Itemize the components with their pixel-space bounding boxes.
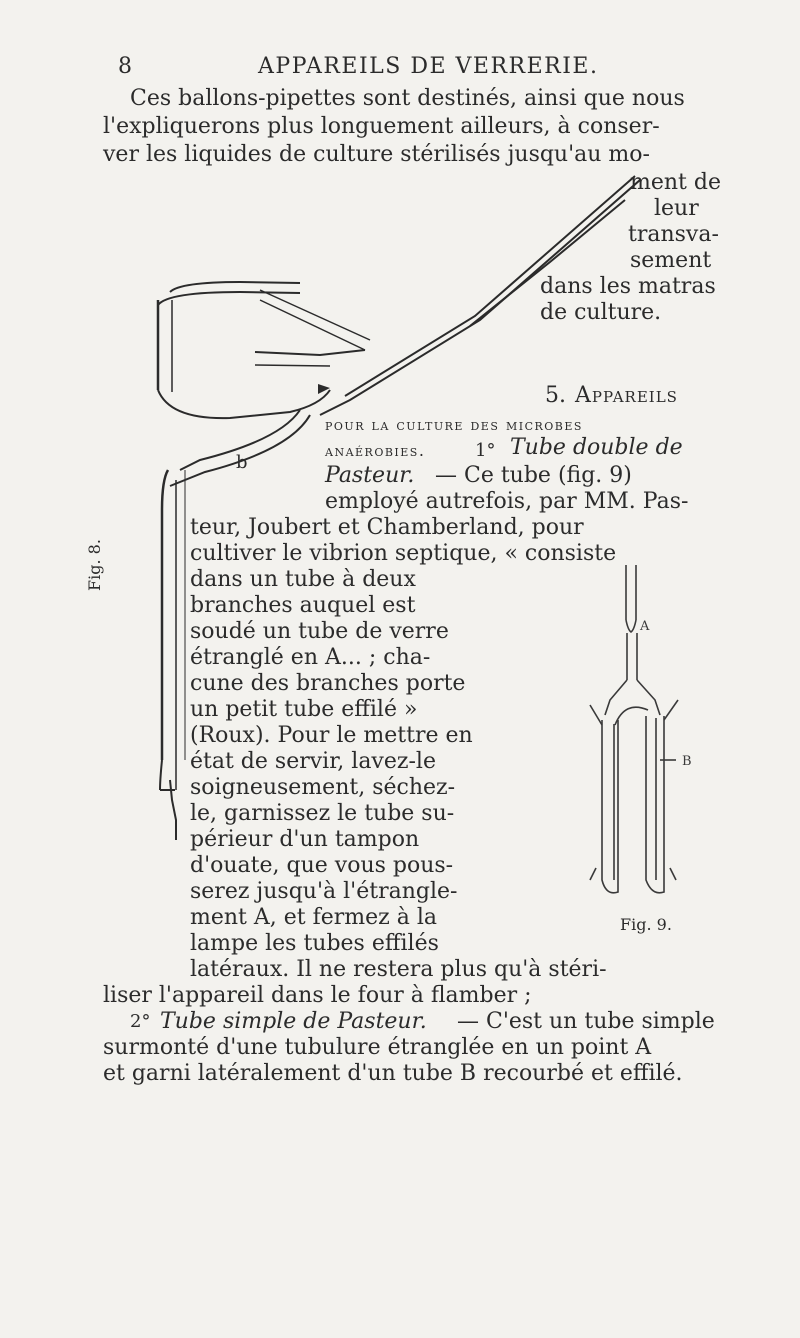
paragraph-line: dans les matras (540, 274, 716, 299)
body-line: surmonté d'une tubulure étranglée en un point A (103, 1035, 652, 1060)
fig9-label: Fig. 9. (620, 915, 672, 934)
body-line: employé autrefois, par MM. Pas- (325, 489, 689, 514)
sub2-number: 2° (130, 1011, 151, 1032)
sub1-title-cont: Pasteur. (325, 463, 415, 488)
running-title: APPAREILS DE VERRERIE. (258, 54, 599, 79)
page-number: 8 (118, 54, 132, 79)
paragraph-line: ment de (630, 170, 721, 195)
body-line: d'ouate, que vous pous- (190, 853, 454, 878)
body-line: et garni latéralement d'un tube B recourbé et effilé. (103, 1061, 683, 1086)
body-line: lampe les tubes effilés (190, 931, 439, 956)
section-title: Appareils (575, 383, 678, 408)
paragraph-line: ver les liquides de culture stérilisés jusqu'au mo- (103, 142, 650, 167)
body-line: cune des branches porte (190, 671, 466, 696)
fig9-mark-b: B (682, 754, 692, 769)
paragraph-line: leur (654, 196, 699, 221)
body-line: — Ce tube (fig. 9) (435, 463, 632, 488)
body-line: branches auquel est (190, 593, 416, 618)
sub1-number: 1° (475, 440, 496, 461)
body-line: un petit tube effilé » (190, 697, 418, 722)
body-line: ment A, et fermez à la (190, 905, 438, 930)
body-line: latéraux. Il ne restera plus qu'à stéri- (190, 957, 607, 982)
paragraph-line: sement (630, 248, 712, 273)
section-number: 5. (545, 383, 566, 408)
body-line: liser l'appareil dans le four à flamber ; (103, 983, 532, 1008)
fig8-label: Fig. 8. (85, 539, 104, 591)
sub2-title: Tube simple de Pasteur. (160, 1009, 427, 1034)
body-line: teur, Joubert et Chamberland, pour (190, 515, 584, 540)
body-line: soudé un tube de verre (190, 619, 449, 644)
section-title-end: anaérobies. (325, 441, 426, 460)
section-title-cont: pour la culture des microbes (325, 415, 583, 434)
body-line: état de servir, lavez-le (190, 749, 436, 774)
body-line: (Roux). Pour le mettre en (190, 723, 473, 748)
paragraph-line: transva- (628, 222, 719, 247)
sub1-title: Tube double de (510, 435, 683, 460)
paragraph-line: de culture. (540, 300, 662, 325)
paragraph-line: l'expliquerons plus longuement ailleurs, à conser- (103, 114, 660, 139)
body-line: — C'est un tube simple (457, 1009, 715, 1034)
body-line: cultiver le vibrion septique, « consiste (190, 541, 617, 566)
body-line: dans un tube à deux (190, 567, 416, 592)
body-line: serez jusqu'à l'étrangle- (190, 879, 458, 904)
body-line: périeur d'un tampon (190, 827, 420, 852)
body-line: étranglé en A... ; cha- (190, 645, 431, 670)
body-line: le, garnissez le tube su- (190, 801, 455, 826)
fig9-mark-a: A (640, 619, 650, 634)
body-line: soigneusement, séchez- (190, 775, 456, 800)
fig8-mark-b: b (236, 452, 248, 473)
paragraph-line: Ces ballons-pipettes sont destinés, ainsi que nous (130, 86, 685, 111)
